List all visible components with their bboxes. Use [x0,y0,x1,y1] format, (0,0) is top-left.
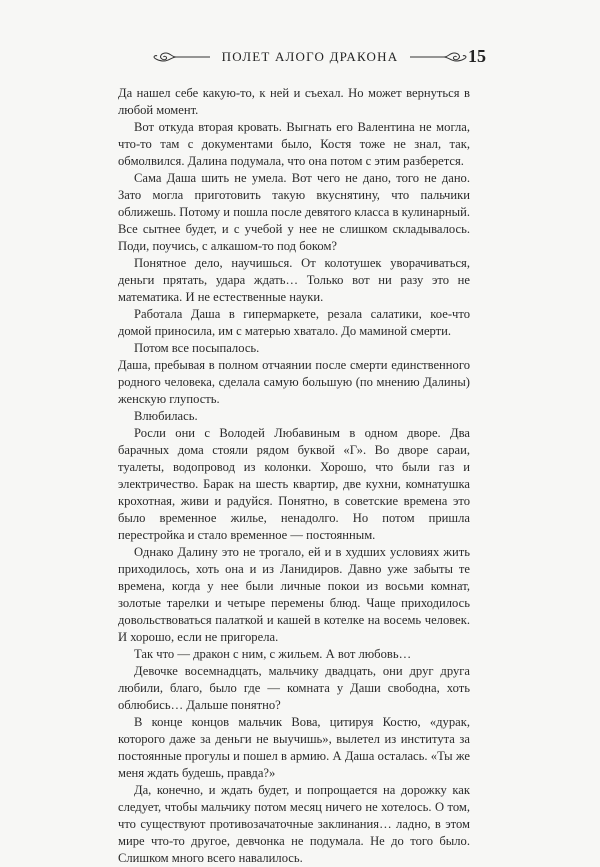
book-title: ПОЛЕТ АЛОГО ДРАКОНА [221,49,399,64]
running-header [150,44,470,70]
left-flourish-icon [152,50,212,64]
page-number: 15 [468,46,486,66]
paragraph: Так что — дракон с ним, с жильем. А вот любовь… [134,647,412,661]
right-flourish-icon [408,50,468,64]
paragraph: В конце концов мальчик Вова, цитируя Костю, «дурак, которого даже за деньги не выучишь», вылетел из института за постоянные прогулы и пошел в армию. А Даша осталась. «Ты же меня ждать будешь, правда?» [118,715,470,780]
paragraph: Влюбилась. [134,409,198,423]
paragraph: Понятное дело, научишься. От колотушек уворачиваться, деньги прятать, удара ждать… Только вот ни разу это не математика. И не естественные науки. [118,256,470,304]
paragraph: Да нашел себе какую-то, к ней и съехал. Но может вернуться в любой момент. [118,86,470,117]
paragraph: Вот откуда вторая кровать. Выгнать его Валентина не могла, что-то там с документами было, Костя тоже не знал, так, обмолвился. Далина подумала, что она потом с этим разберется. [118,120,470,168]
paragraph: Работала Даша в гипермаркете, резала салатики, кое-что домой приносила, им с матерью хватало. До маминой смерти. [118,307,470,338]
paragraph: Сама Даша шить не умела. Вот чего не дано, того не дано. Зато могла приготовить такую вкуснятину, что пальчики оближешь. Потому и пошла после девятого класса в кулинарный. Все сытнее будет, и с учебой у нее не слишком складывалось. Поди, поучись, с алкашом-то под боком? [118,171,471,253]
paragraph: Росли они с Володей Любавиным в одном дворе. Два барачных дома стояли рядом буквой «Г». Во дворе сараи, туалеты, водопровод из колонки. Хорошо, что были газ и электричество. Барак на шесть квартир, две кухни, комнатушка крохотная, живи и радуйся. Понятно, в советские времена это было временное жилье, ненадолго. Но потом пришла перестройка и стало временное — постоянным. [118,426,470,542]
paragraph: Девочке восемнадцать, мальчику двадцать, они друг друга любили, благо, было где — комната у Даши свободна, хоть облюбись… Дальше понятно? [118,664,470,712]
paragraph: Однако Далину это не трогало, ей и в худших условиях жить приходилось, хоть она и из Ланидиров. Давно уже забыты те времена, когда у нее были личные покои из восьми комнат, золотые тарелки и четыре перемены блюд. Чаще приходилось довольствоваться палаткой и кашей в котелке на восемь человек. И хорошо, если не пригорела. [118,545,470,644]
paragraph: Даша, пребывая в полном отчаянии после смерти единственного родного человека, сделала самую большую (по мнению Далины) женскую глупость. [118,358,470,406]
paragraph: Да, конечно, и ждать будет, и попрощается на дорожку как следует, чтобы мальчику потом месяц ничего не хотелось. О том, что существуют противозачаточные заклинания… ладно, в этом мире что-то другое, девчонка не подумала. Не до того было. Слишком много всего навалилось. [118,783,470,865]
paragraph: Потом все посыпалось. [134,341,260,355]
